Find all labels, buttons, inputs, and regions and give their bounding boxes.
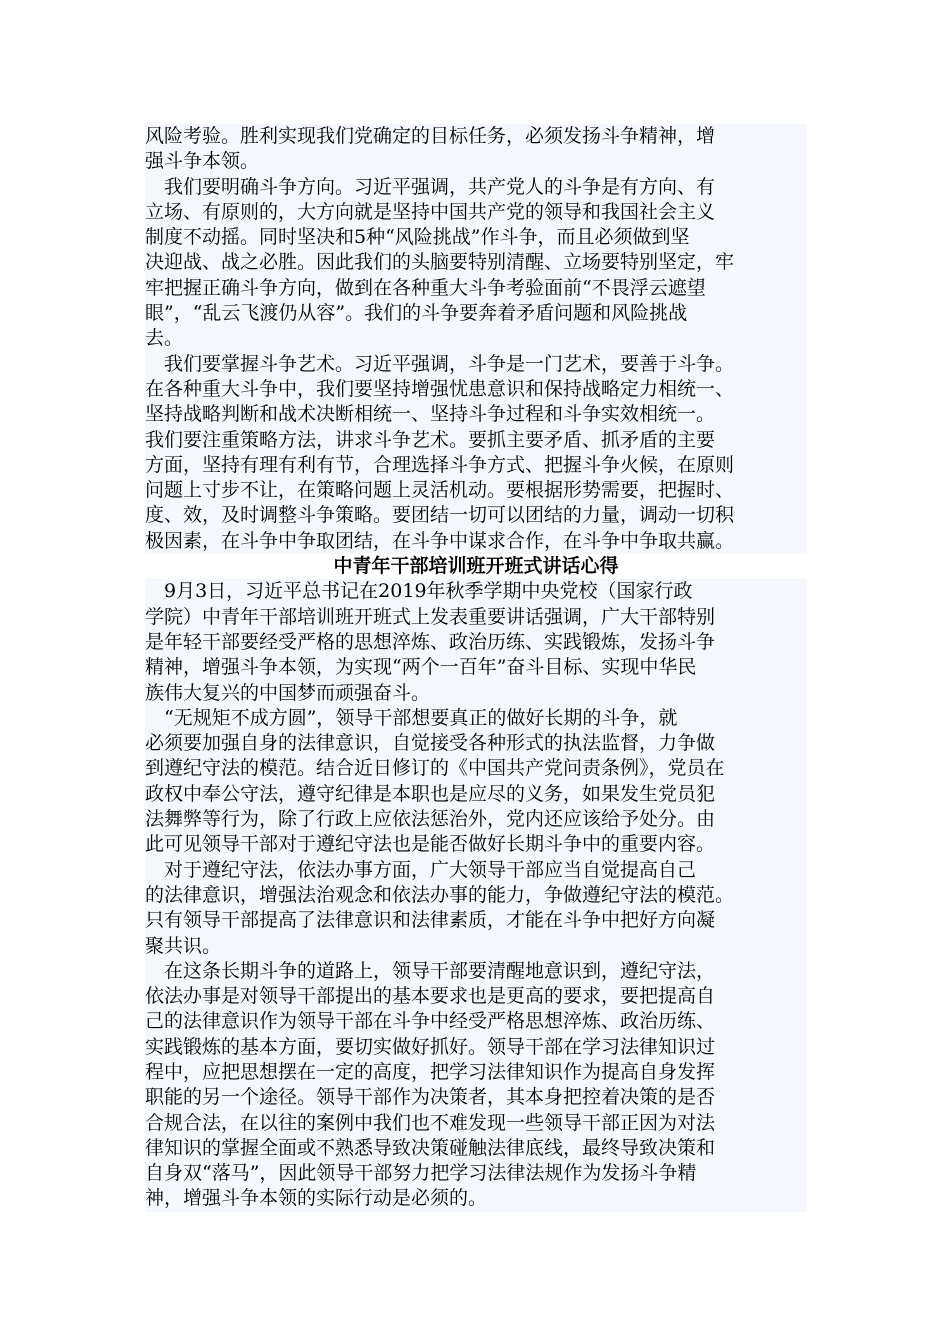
paragraph-start-line: 对于遵纪守法，依法办事方面，广大领导干部应当自觉提高自己: [145, 858, 807, 883]
text-line: 强斗争本领。: [145, 149, 807, 174]
text-line: 聚共识。: [145, 934, 807, 959]
text-line: 制度不动摇。同时坚决和5种“风险挑战”作斗争，而且必须做到坚: [145, 225, 807, 250]
text-line: 实践锻炼的基本方面，要切实做好抓好。领导干部在学习法律知识过: [145, 1035, 807, 1060]
paragraph-start-line: “无规矩不成方圆”，领导干部想要真正的做好长期的斗争，就: [145, 706, 807, 731]
text-line: 精神，增强斗争本领，为实现“两个一百年”奋斗目标、实现中华民: [145, 655, 807, 680]
section-title: 中青年干部培训班开班式讲话心得: [145, 554, 807, 579]
document-page: [145, 124, 807, 1212]
text-line: 我们要注重策略方法，讲求斗争艺术。要抓主要矛盾、抓矛盾的主要: [145, 428, 807, 453]
text-line: 坚持战略判断和战术决断相统一、坚持斗争过程和斗争实效相统一。: [145, 402, 807, 427]
text-line: 风险考验。胜利实现我们党确定的目标任务，必须发扬斗争精神，增: [145, 124, 807, 149]
text-line: 极因素，在斗争中争取团结，在斗争中谋求合作，在斗争中争取共赢。: [145, 529, 807, 554]
text-line: 在各种重大斗争中，我们要坚持增强忧患意识和保持战略定力相统一、: [145, 377, 807, 402]
text-line: 问题上寸步不让，在策略问题上灵活机动。要根据形势需要，把握时、: [145, 478, 807, 503]
text-line: 的法律意识，增强法治观念和依法办事的能力，争做遵纪守法的模范。: [145, 883, 807, 908]
text-line: 只有领导干部提高了法律意识和法律素质，才能在斗争中把好方向凝: [145, 908, 807, 933]
text-line: 己的法律意识作为领导干部在斗争中经受严格思想淬炼、政治历练、: [145, 1009, 807, 1034]
text-line: 程中，应把思想摆在一定的高度，把学习法律知识作为提高自身发挥: [145, 1060, 807, 1085]
text-line: 到遵纪守法的模范。结合近日修订的《中国共产党问责条例》，党员在: [145, 756, 807, 781]
text-line: 立场、有原则的，大方向就是坚持中国共产党的领导和我国社会主义: [145, 200, 807, 225]
text-line: 法舞弊等行为，除了行政上应依法惩治外，党内还应该给予处分。由: [145, 807, 807, 832]
text-line: 合规合法，在以往的案例中我们也不难发现一些领导干部正因为对法: [145, 1111, 807, 1136]
text-line: 去。: [145, 326, 807, 351]
paragraph-start-line: 我们要明确斗争方向。习近平强调，共产党人的斗争是有方向、有: [145, 175, 807, 200]
text-line: 依法办事是对领导干部提出的基本要求也是更高的要求，要把提高自: [145, 984, 807, 1009]
text-line: 方面，坚持有理有利有节，合理选择斗争方式、把握斗争火候，在原则: [145, 453, 807, 478]
paragraph-start-line: 我们要掌握斗争艺术。习近平强调，斗争是一门艺术，要善于斗争。: [145, 352, 807, 377]
text-line: 此可见领导干部对于遵纪守法也是能否做好长期斗争中的重要内容。: [145, 832, 807, 857]
text-line: 决迎战、战之必胜。因此我们的头脑要特别清醒、立场要特别坚定，牢: [145, 250, 807, 275]
text-line: 学院）中青年干部培训班开班式上发表重要讲话强调，广大干部特别: [145, 605, 807, 630]
text-line: 律知识的掌握全面或不熟悉导致决策碰触法律底线，最终导致决策和: [145, 1136, 807, 1161]
text-line: 必须要加强自身的法律意识，自觉接受各种形式的执法监督，力争做: [145, 731, 807, 756]
text-line: 政权中奉公守法，遵守纪律是本职也是应尽的义务，如果发生党员犯: [145, 782, 807, 807]
text-line: 牢把握正确斗争方向，做到在各种重大斗争考验面前“不畏浮云遮望: [145, 276, 807, 301]
text-line: 度、效，及时调整斗争策略。要团结一切可以团结的力量，调动一切积: [145, 503, 807, 528]
paragraph-start-line: 9月3日，习近平总书记在2019年秋季学期中央党校（国家行政: [145, 579, 807, 604]
text-line: 神，增强斗争本领的实际行动是必须的。: [145, 1186, 807, 1211]
text-line: 眼”，“乱云飞渡仍从容”。我们的斗争要奔着矛盾问题和风险挑战: [145, 301, 807, 326]
text-line: 族伟大复兴的中国梦而顽强奋斗。: [145, 681, 807, 706]
text-line: 是年轻干部要经受严格的思想淬炼、政治历练、实践锻炼，发扬斗争: [145, 630, 807, 655]
text-line: 自身双“落马”，因此领导干部努力把学习法律法规作为发扬斗争精: [145, 1161, 807, 1186]
text-line: 职能的另一个途径。领导干部作为决策者，其本身把控着决策的是否: [145, 1085, 807, 1110]
paragraph-start-line: 在这条长期斗争的道路上，领导干部要清醒地意识到，遵纪守法，: [145, 959, 807, 984]
